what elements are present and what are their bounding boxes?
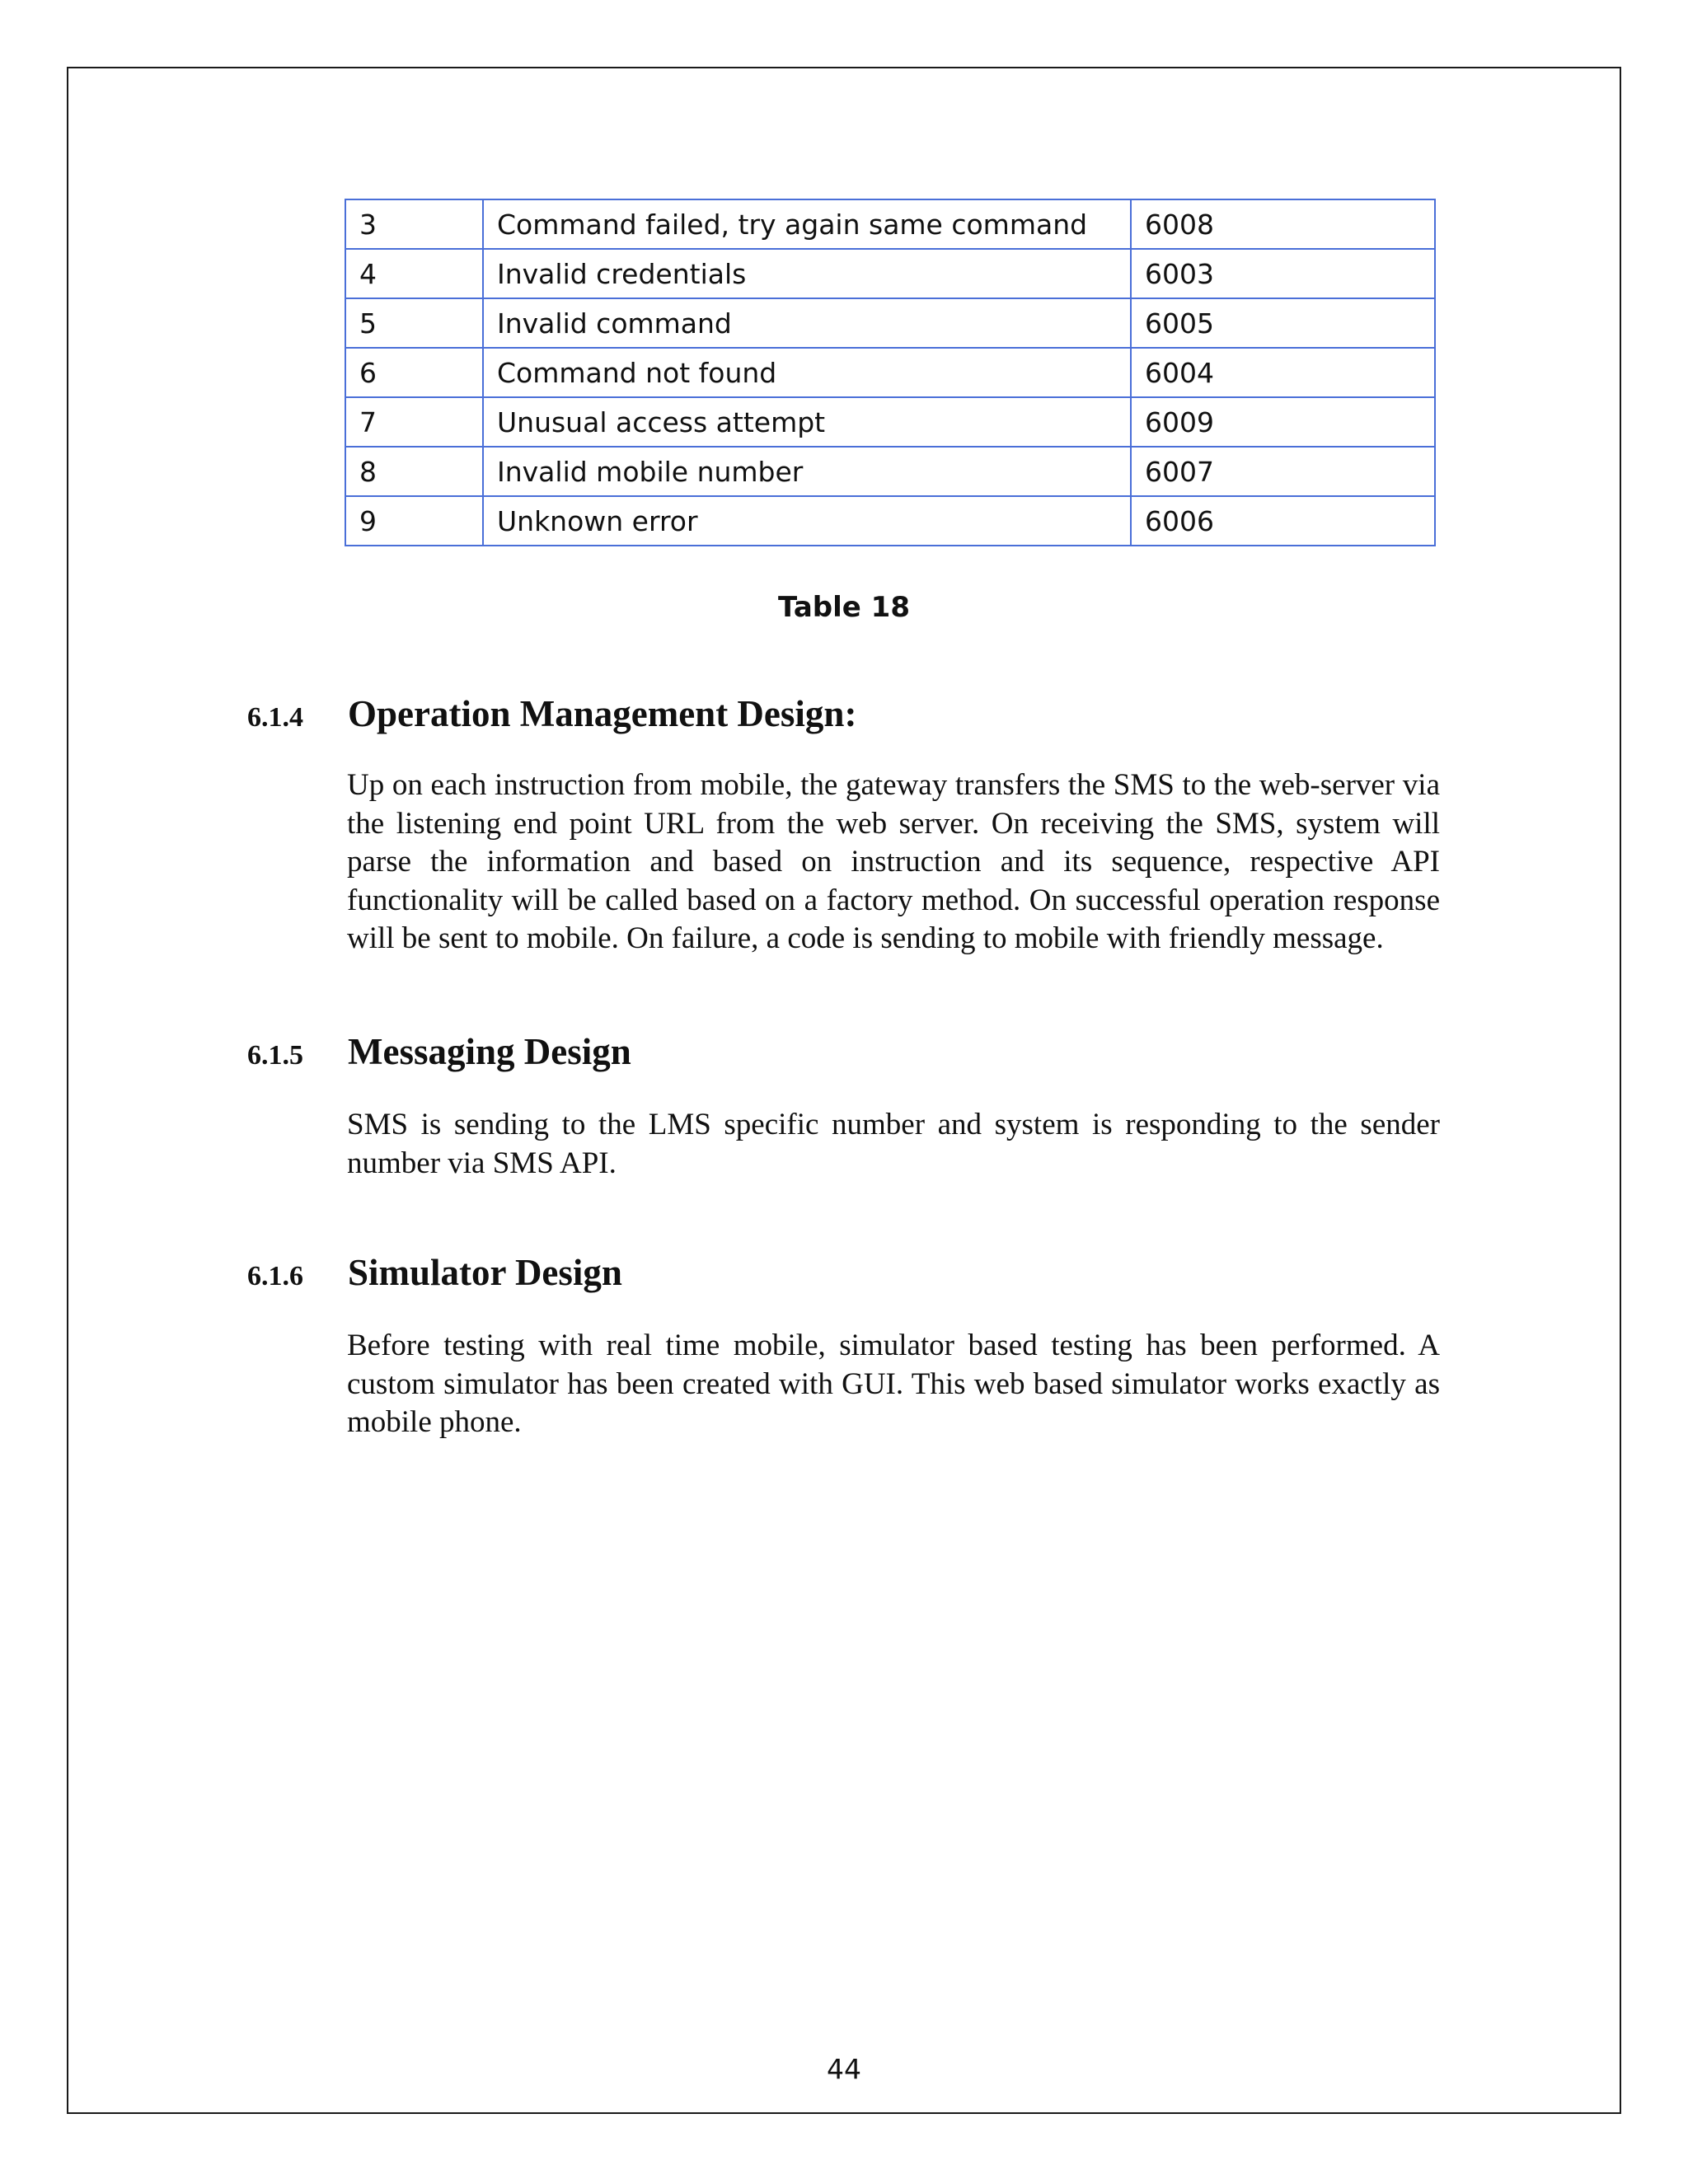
table-row — [345, 199, 1435, 249]
section-heading-operation-management — [247, 692, 856, 735]
table-row — [345, 298, 1435, 348]
table-row — [345, 348, 1435, 397]
row-description: Invalid credentials — [483, 249, 1131, 298]
row-description: Command failed, try again same command — [483, 199, 1131, 249]
page-number: 44 — [827, 2053, 861, 2085]
row-number: 4 — [345, 249, 483, 298]
row-code: 6008 — [1131, 199, 1435, 249]
row-description: Invalid mobile number — [483, 447, 1131, 496]
row-number: 8 — [345, 447, 483, 496]
section-number: 6.1.4 — [247, 702, 303, 733]
row-number: 3 — [345, 199, 483, 249]
table-row — [345, 496, 1435, 546]
error-code-table — [345, 199, 1436, 546]
section-body-simulator: Before testing with real time mobile, simulator based testing has been performed. A custom simulator has been created with GUI. This web based simulator works exactly as mobile phone. — [347, 1329, 1440, 1439]
table-caption: Table 18 — [778, 591, 910, 624]
row-code: 6007 — [1131, 447, 1435, 496]
row-description: Unknown error — [483, 496, 1131, 546]
row-code: 6009 — [1131, 397, 1435, 447]
row-number: 9 — [345, 496, 483, 546]
section-body-messaging: SMS is sending to the LMS specific number and system is responding to the sender number via SMS API. — [347, 1108, 1440, 1180]
row-number: 6 — [345, 348, 483, 397]
section-title: Simulator Design — [348, 1252, 622, 1293]
table-row — [345, 249, 1435, 298]
row-code: 6006 — [1131, 496, 1435, 546]
table-row — [345, 447, 1435, 496]
section-heading-simulator — [247, 1251, 622, 1294]
row-code: 6004 — [1131, 348, 1435, 397]
section-body-operation-management: Up on each instruction from mobile, the gateway transfers the SMS to the web-server via the listening end point URL from the web server. On receiving the SMS, system will parse the information and based on instruction and its sequence, respective API functionality will be called based on a factory method. On successful operation response will be sent to mobile. On failure, a code is sending to mobile with friendly message. — [347, 768, 1440, 955]
row-number: 5 — [345, 298, 483, 348]
row-code: 6005 — [1131, 298, 1435, 348]
section-title: Operation Management Design: — [348, 693, 857, 734]
section-number: 6.1.5 — [247, 1040, 303, 1071]
section-title: Messaging Design — [348, 1031, 631, 1072]
section-heading-messaging — [247, 1030, 631, 1073]
table-row — [345, 397, 1435, 447]
row-description: Command not found — [483, 348, 1131, 397]
row-description: Unusual access attempt — [483, 397, 1131, 447]
row-description: Invalid command — [483, 298, 1131, 348]
row-number: 7 — [345, 397, 483, 447]
row-code: 6003 — [1131, 249, 1435, 298]
section-number: 6.1.6 — [247, 1261, 303, 1291]
